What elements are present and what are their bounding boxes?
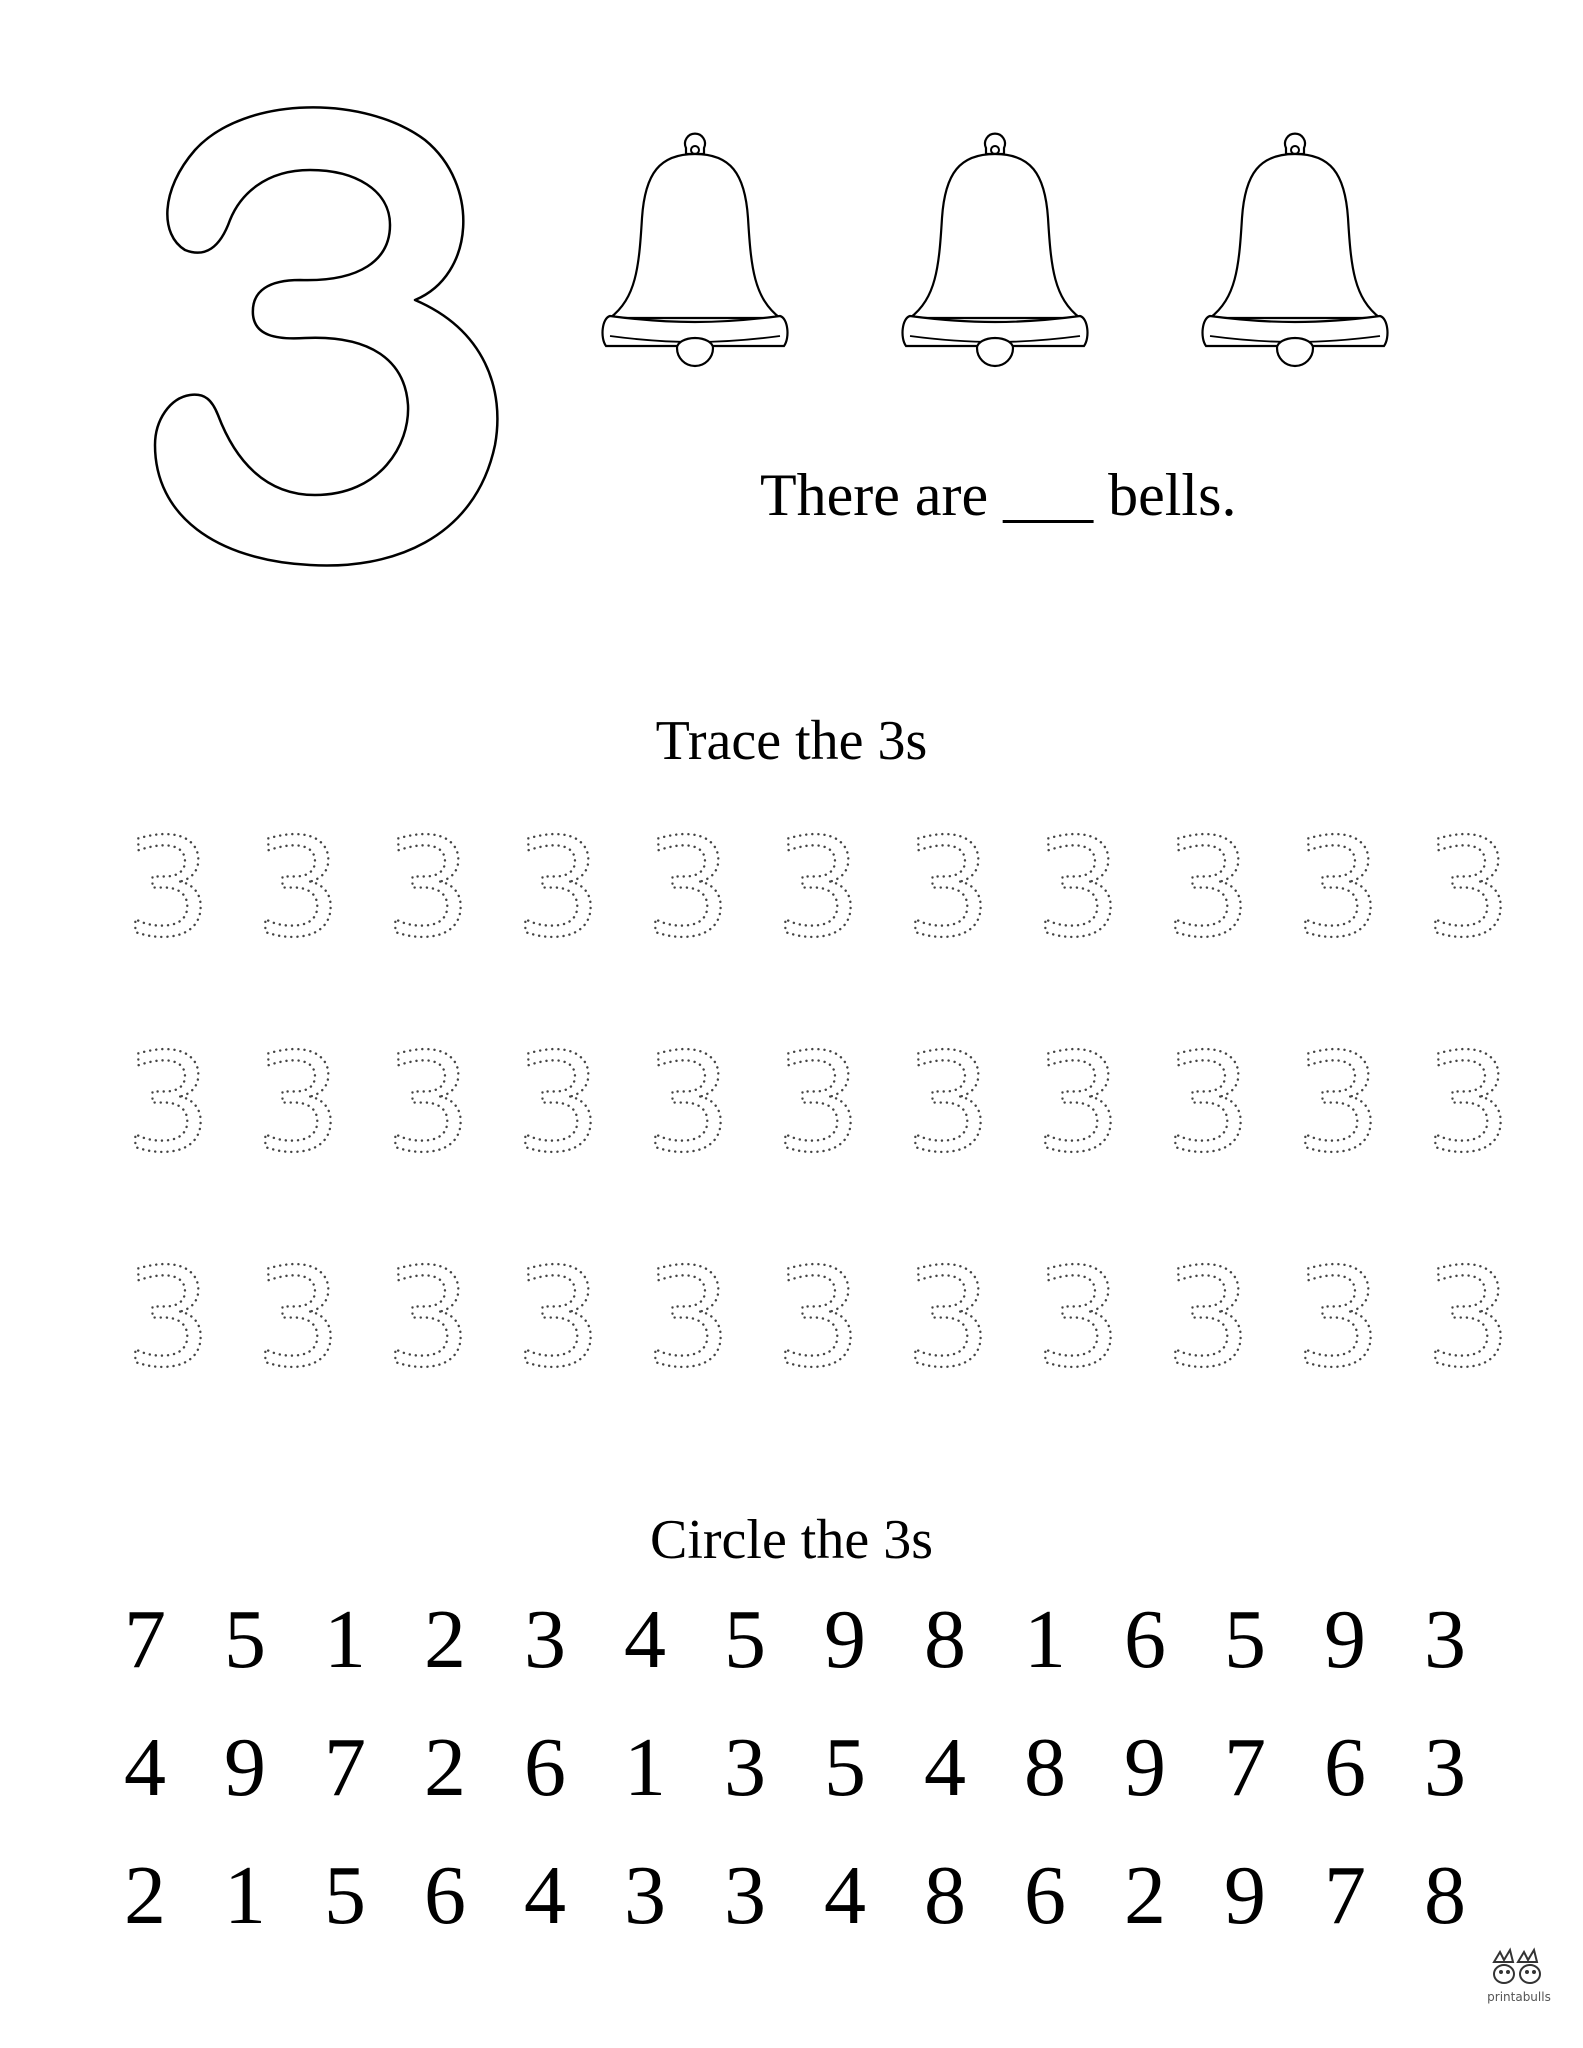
circle-digit[interactable]: 1 — [224, 1849, 266, 1942]
circle-digit[interactable]: 4 — [124, 1721, 166, 1814]
trace-digit: 3 — [775, 1240, 862, 1398]
circle-digit[interactable]: 2 — [424, 1721, 466, 1814]
circle-digit[interactable]: 3 — [724, 1721, 766, 1814]
trace-heading: Trace the 3s — [655, 710, 928, 772]
circle-digit[interactable]: 5 — [1224, 1593, 1266, 1686]
circle-digit[interactable]: 9 — [824, 1593, 866, 1686]
circle-digit[interactable]: 4 — [824, 1849, 866, 1942]
trace-digit: 3 — [515, 1025, 602, 1183]
circle-digit[interactable]: 6 — [424, 1849, 466, 1942]
trace-digit: 3 — [645, 1025, 732, 1183]
circle-digit[interactable]: 6 — [1124, 1593, 1166, 1686]
trace-digit: 3 — [1165, 1025, 1252, 1183]
trace-digit: 3 — [255, 1240, 342, 1398]
trace-digit: 3 — [255, 1025, 342, 1183]
circle-digit[interactable]: 5 — [224, 1593, 266, 1686]
circle-row-1 — [95, 1590, 1495, 1690]
circle-digit[interactable]: 5 — [724, 1593, 766, 1686]
circle-digit[interactable]: 7 — [124, 1593, 166, 1686]
bell-2 — [903, 134, 1088, 366]
circle-heading: Circle the 3s — [649, 1509, 934, 1571]
trace-digit: 3 — [1165, 1240, 1252, 1398]
trace-digit: 3 — [125, 1240, 212, 1398]
trace-digit: 3 — [515, 810, 602, 968]
trace-digit: 3 — [385, 1240, 472, 1398]
trace-digit: 3 — [775, 1025, 862, 1183]
circle-digit[interactable]: 3 — [524, 1593, 566, 1686]
circle-digit[interactable]: 8 — [1024, 1721, 1066, 1814]
trace-digit: 3 — [1425, 1240, 1512, 1398]
circle-digit[interactable]: 9 — [1124, 1721, 1166, 1814]
circle-digit[interactable]: 8 — [1424, 1849, 1466, 1942]
brand-logo-icon — [1488, 1942, 1550, 1994]
circle-digit[interactable]: 3 — [624, 1849, 666, 1942]
trace-digit: 3 — [1035, 1240, 1122, 1398]
trace-digit: 3 — [645, 810, 732, 968]
trace-digit: 3 — [1295, 1025, 1382, 1183]
trace-digit: 3 — [1035, 810, 1122, 968]
circle-digit[interactable]: 4 — [924, 1721, 966, 1814]
trace-digit: 3 — [645, 1240, 732, 1398]
bell-1 — [603, 134, 788, 366]
circle-digit[interactable]: 9 — [1324, 1593, 1366, 1686]
circle-digit[interactable]: 3 — [724, 1849, 766, 1942]
trace-digit: 3 — [1295, 1240, 1382, 1398]
trace-digit: 3 — [1295, 810, 1382, 968]
circle-digit[interactable]: 2 — [124, 1849, 166, 1942]
circle-digit[interactable]: 7 — [324, 1721, 366, 1814]
circle-digit[interactable]: 7 — [1324, 1849, 1366, 1942]
trace-digit: 3 — [1425, 810, 1512, 968]
trace-digit: 3 — [385, 1025, 472, 1183]
trace-digit: 3 — [1165, 810, 1252, 968]
circle-digit[interactable]: 4 — [624, 1593, 666, 1686]
count-sentence: There are ___ bells. — [760, 462, 1237, 528]
trace-digit: 3 — [125, 810, 212, 968]
circle-digit[interactable]: 6 — [1324, 1721, 1366, 1814]
bell-illustrations — [590, 130, 1440, 380]
circle-digit[interactable]: 3 — [1424, 1593, 1466, 1686]
circle-digit[interactable]: 6 — [1024, 1849, 1066, 1942]
trace-grid — [95, 810, 1512, 1398]
brand-name: printabulls — [1487, 1990, 1551, 2004]
trace-digit: 3 — [125, 1025, 212, 1183]
circle-digit[interactable]: 9 — [224, 1721, 266, 1814]
circle-digit[interactable]: 5 — [824, 1721, 866, 1814]
circle-digit[interactable]: 1 — [324, 1593, 366, 1686]
circle-digit[interactable]: 1 — [624, 1721, 666, 1814]
circle-digit[interactable]: 3 — [1424, 1721, 1466, 1814]
trace-digit: 3 — [775, 810, 862, 968]
circle-digit[interactable]: 4 — [524, 1849, 566, 1942]
circle-digit[interactable]: 1 — [1024, 1593, 1066, 1686]
trace-digit: 3 — [255, 810, 342, 968]
trace-digit: 3 — [905, 810, 992, 968]
trace-digit: 3 — [515, 1240, 602, 1398]
circle-digit[interactable]: 7 — [1224, 1721, 1266, 1814]
circle-digit[interactable]: 9 — [1224, 1849, 1266, 1942]
trace-digit: 3 — [385, 810, 472, 968]
trace-digit: 3 — [905, 1025, 992, 1183]
circle-digit[interactable]: 2 — [424, 1593, 466, 1686]
circle-digit[interactable]: 8 — [924, 1593, 966, 1686]
big-number-outline — [150, 100, 510, 580]
circle-digit[interactable]: 2 — [1124, 1849, 1166, 1942]
circle-row-3 — [95, 1846, 1495, 1946]
circle-row-2 — [95, 1718, 1495, 1818]
circle-digit[interactable]: 6 — [524, 1721, 566, 1814]
trace-digit: 3 — [1425, 1025, 1512, 1183]
trace-digit: 3 — [905, 1240, 992, 1398]
circle-digit[interactable]: 8 — [924, 1849, 966, 1942]
bell-3 — [1203, 134, 1388, 366]
trace-digit: 3 — [1035, 1025, 1122, 1183]
circle-digit[interactable]: 5 — [324, 1849, 366, 1942]
